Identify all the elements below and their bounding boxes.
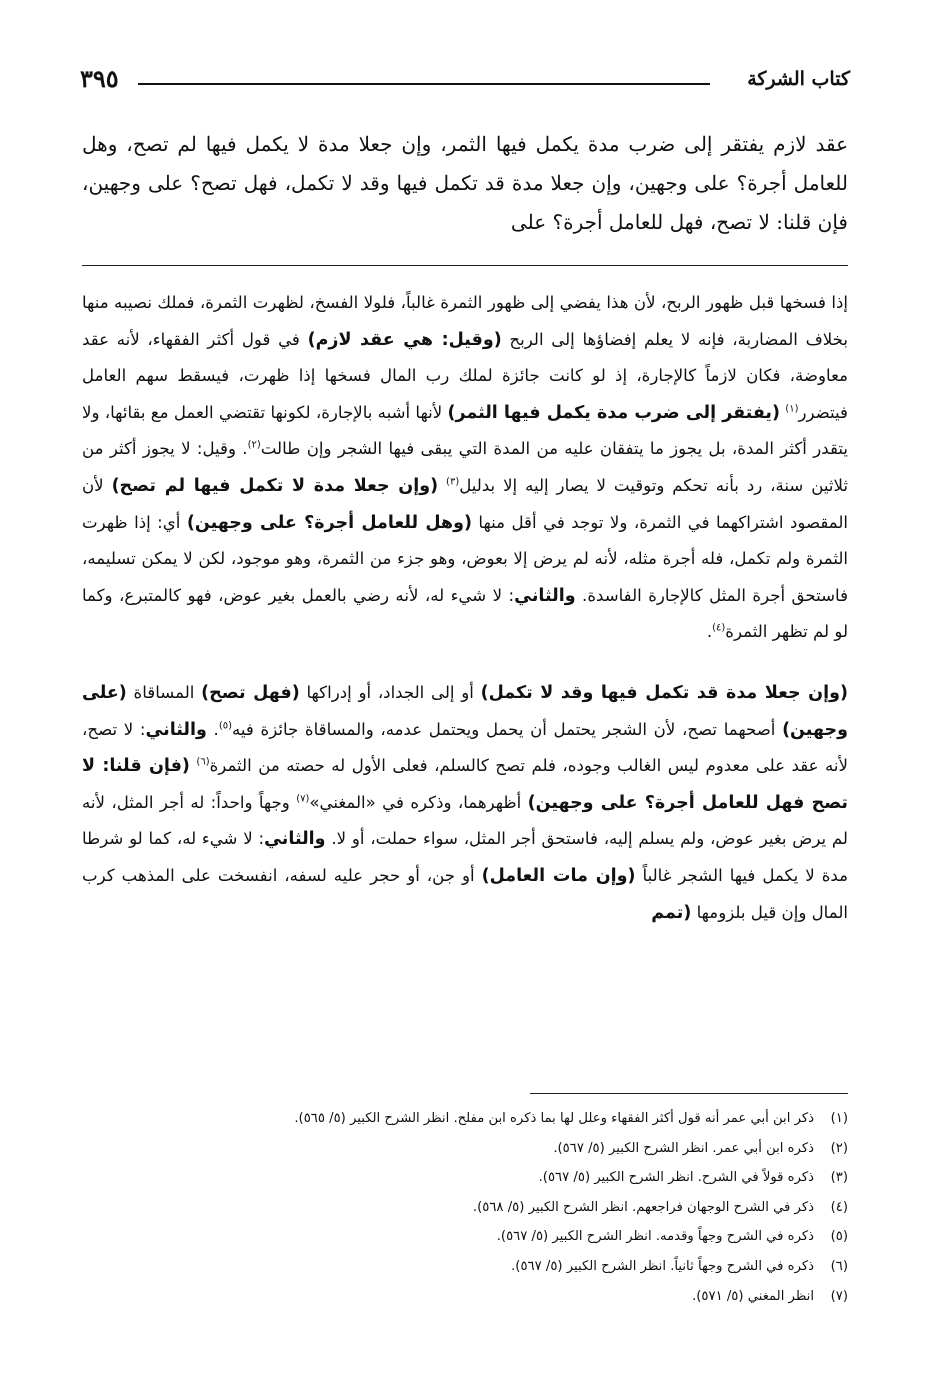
- quoted-matn: (فإن قلنا: لا تصح فهل للعامل أجرة؟ على وجهين): [82, 756, 849, 813]
- footnote-number: (٢): [830, 1140, 848, 1156]
- page-header: [80, 64, 850, 100]
- footnote-number: (١): [830, 1111, 848, 1126]
- footnote-item: [82, 1222, 848, 1252]
- footnote-ref[interactable]: (٧): [296, 793, 310, 805]
- sharh-text-run: أصحهما تصح، لأن الشجر يحتمل أن يحمل ويحتمل عدمه، والمساقاة جائزة فيه: [232, 719, 783, 739]
- quoted-matn: (تمم: [651, 902, 692, 923]
- footnote-ref[interactable]: (٢): [247, 439, 261, 451]
- sharh-paragraph-2: [82, 675, 848, 931]
- footnote-ref[interactable]: (٥): [218, 720, 233, 731]
- sharh-text-run: : لا تصح، لأنه عقد على معدوم ليس الغالب وجوده، فلم تصح كالسلم، فعلى الأول له حصته من الثمرة: [82, 719, 849, 776]
- footnote-item: [82, 1104, 848, 1134]
- bold-term: والثاني: [514, 585, 576, 606]
- footnote-item: [82, 1163, 848, 1193]
- footnote-number: (٧): [830, 1288, 848, 1304]
- quoted-matn: (يفتقر إلى ضرب مدة يكمل فيها الثمر): [447, 402, 780, 423]
- footnote-text: ذكره في الشرح وجهاً ثانياً. انظر الشرح الكبير (٥/ ٥٦٧).: [511, 1258, 814, 1274]
- sharh-paragraph-1: [82, 285, 848, 651]
- sharh-text-run: المساقاة: [126, 682, 202, 702]
- sharh-text-run: : لا شيء له، كما لو شرطا مدة لا يكمل فيها الشجر غالباً: [82, 829, 849, 885]
- footnote-number: (٤): [830, 1199, 848, 1215]
- footnote-item: [82, 1134, 848, 1164]
- sharh-text-run: : لا شيء له، لأنه رضي بالعمل بغير عوض، فهو كالمتبرع، وكما لو لم تظهر الثمرة: [82, 585, 848, 642]
- footnote-text: ذكر ابن أبي عمر أنه قول أكثر الفقهاء وعلل لها بما ذكره ابن مفلح. انظر الشرح الكبير (٥/ ٥٦٥).: [294, 1111, 814, 1126]
- footnotes: [82, 1104, 848, 1311]
- sharh-text-run: [438, 476, 446, 495]
- quoted-matn: (على وجهين): [82, 682, 848, 740]
- sharh-text-run: .: [206, 719, 219, 739]
- quoted-matn: (وقيل: هي عقد لازم): [307, 329, 502, 350]
- quoted-matn: (وإن مات العامل): [481, 865, 636, 886]
- quoted-matn: (وإن جعلا مدة قد تكمل فيها وقد لا تكمل): [480, 682, 848, 703]
- footnote-item: [82, 1252, 848, 1282]
- book-title: كتاب الشركة: [747, 68, 850, 90]
- sharh-text-run: إذا فسخها قبل ظهور الربح، لأن هذا يفضي إلى ظهور الثمرة غالباً، فلولا الفسخ، لظهرت الثمرة، فملك نصيبه منها بخلاف المضاربة، فإنه لا يعلم إفضاؤها إلى الربح: [82, 293, 848, 349]
- bold-term: والثاني: [264, 829, 326, 850]
- sharh-text-run: أظهرهما، وذكره في «المغني»: [309, 792, 528, 812]
- sharh-text-run: لأن المقصود اشتراكهما في الثمرة، ولا توجد في أقل منها: [82, 475, 848, 532]
- footnote-number: (٣): [830, 1170, 848, 1186]
- sharh-text-run: أو جن، أو حجر عليه لسفه، انفسخت على المذهب كرب المال وإن قيل بلزومها: [82, 865, 848, 922]
- footnote-item: [82, 1282, 848, 1312]
- matn-divider: [82, 265, 848, 266]
- sharh-text-run: أي: إذا ظهرت الثمرة ولم تكمل، فله أجرة مثله، لأنه لم يرض إلا بعوض، وهو جزء من الثمرة، وهو موجود، لكن لا يمكن تسليمه، فاستحق أجرة المثل كالإجارة الفاسدة.: [82, 512, 849, 605]
- footnote-text: ذكره ابن أبي عمر. انظر الشرح الكبير (٥/ ٥٦٧).: [553, 1140, 814, 1156]
- footnote-rule: [530, 1093, 848, 1094]
- matn-paragraph: عقد لازم يفتقر إلى ضرب مدة يكمل فيها الثمر، وإن جعلا مدة لا يكمل فيها لم تصح، وهل للعامل أجرة؟ على وجهين، وإن جعلا مدة قد تكمل فيها وقد لا تكمل، فهل تصح؟ على وجهين، فإن قلنا: لا تصح، فهل للعامل أجرة؟ على: [82, 132, 848, 234]
- footnote-number: (٥): [830, 1229, 848, 1245]
- footnote-ref[interactable]: (٣): [446, 476, 460, 488]
- quoted-matn: (فهل تصح): [201, 682, 300, 703]
- sharh-text: [82, 285, 848, 931]
- sharh-text-run: .: [706, 622, 713, 642]
- matn-text: [82, 125, 848, 242]
- footnote-text: ذكره قولاً في الشرح. انظر الشرح الكبير (٥/ ٥٦٧).: [538, 1170, 814, 1186]
- footnote-ref[interactable]: (٤): [712, 622, 726, 634]
- bold-term: والثاني: [145, 719, 207, 740]
- footnote-number: (٦): [830, 1258, 848, 1274]
- footnote-text: ذكره في الشرح وجهاً وقدمه. انظر الشرح الكبير (٥/ ٥٦٧).: [496, 1229, 814, 1245]
- sharh-text-run: لأنها أشبه بالإجارة، لكونها تقتضي العمل مع بقائها، ولا يتقدر أكثر المدة، بل يجوز ما يتفقان عليه من المدة التي يبقى فيها الشجر وإن طالت: [82, 402, 848, 459]
- footnote-item: [82, 1193, 848, 1223]
- quoted-matn: (وإن جعلا مدة لا تكمل فيها لم تصح): [111, 475, 439, 496]
- footnote-text: ذكر في الشرح الوجهان فراجعهم. انظر الشرح الكبير (٥/ ٥٦٨).: [472, 1199, 814, 1215]
- sharh-text-run: أو إلى الجداد، أو إدراكها: [299, 682, 481, 702]
- footnote-ref[interactable]: (٦): [196, 756, 210, 768]
- footnote-ref[interactable]: (١): [785, 403, 799, 415]
- page-number: ٣٩٥: [80, 64, 119, 93]
- sharh-text-run: في قول أكثر الفقهاء، لأنه عقد معاوضة، فكان لازماً كالإجارة، إذ لو كانت جائزة لملك رب المال فسخها إذا ظهرت، فيسقط سهم العامل فيتضرر: [82, 329, 848, 422]
- sharh-text-run: وجهاً واحداً: له أجر المثل، لأنه لم يرض بغير عوض، ولم يسلم إليه، فاستحق أجر المثل، سواء حملت، أو لا.: [82, 792, 848, 849]
- quoted-matn: (وهل للعامل أجرة؟ على وجهين): [186, 512, 472, 533]
- footnote-text: انظر المغني (٥/ ٥٧١).: [692, 1288, 814, 1304]
- header-rule: [138, 83, 710, 85]
- sharh-text-run: . وقيل: لا يجوز أكثر من ثلاثين سنة، رد بأنه تحكم وتوقيت لا يصار إليه إلا بدليل: [82, 439, 848, 495]
